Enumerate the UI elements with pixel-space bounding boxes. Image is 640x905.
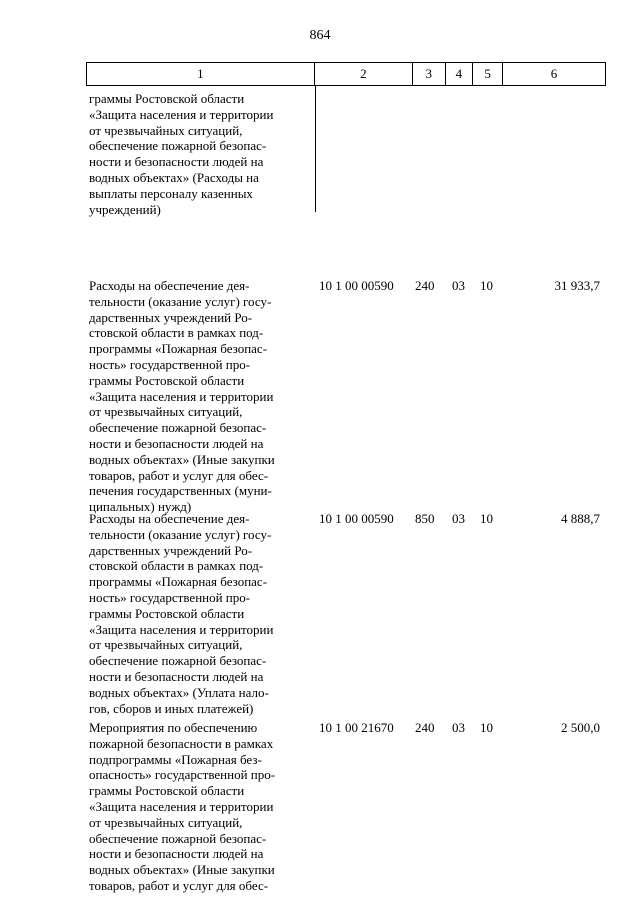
description-line: Расходы на обеспечение дея- (89, 278, 250, 293)
header-col-6: 6 (502, 63, 605, 85)
budget-table (86, 62, 606, 893)
description-line: ципальных) нужд) (89, 499, 192, 515)
description-line: ности и безопасности людей на (89, 846, 264, 862)
description-line: программы «Пожарная безопас- (89, 574, 268, 590)
column-separator (315, 86, 316, 212)
header-col-3: 3 (412, 63, 445, 85)
description-line: опасность» государственной про- (89, 767, 276, 783)
description-line: «Защита населения и территории (89, 388, 274, 404)
description-line: стовской области в рамках под- (89, 325, 264, 341)
description-line: Расходы на обеспечение дея- (89, 511, 250, 526)
description-line: стовской области в рамках под- (89, 558, 264, 574)
description-line: гов, сборов и иных платежей) (89, 700, 254, 716)
description-line: ность» государственной про- (89, 589, 251, 605)
description-line: ности и безопасности людей на (89, 154, 264, 170)
amount-cell: 2 500,0 (561, 720, 600, 735)
program-code-cell: 10 1 00 00590 (319, 511, 394, 526)
description-line: товаров, работ и услуг для обес- (89, 467, 269, 483)
description-line: обеспечение пожарной безопас- (89, 138, 267, 154)
description-line: граммы Ростовской области (89, 372, 245, 388)
description-line: от чрезвычайных ситуаций, (89, 814, 243, 830)
expense-type-cell: 240 (415, 720, 435, 735)
row-description (86, 720, 304, 894)
header-col-1: 1 (197, 66, 204, 81)
table-row-continuation (86, 91, 304, 217)
header-col-2: 2 (314, 63, 412, 85)
row-description (86, 278, 304, 515)
description-line: обеспечение пожарной безопас- (89, 420, 267, 436)
description-line: водных объектах» (Иные закупки (89, 862, 275, 878)
row-values (86, 278, 606, 294)
table-row (86, 511, 600, 716)
amount-cell: 4 888,7 (561, 511, 600, 526)
description-line: водных объектах» (Расходы на (89, 169, 259, 185)
description-line: «Защита населения и территории (89, 621, 274, 637)
description-line: учреждений) (89, 201, 161, 217)
expense-type-cell: 240 (415, 278, 435, 293)
description-line: печения государственных (муни- (89, 483, 272, 499)
description-line: дарственных учреждений Ро- (89, 542, 253, 558)
table-row (86, 720, 600, 894)
description-line: «Защита населения и территории (89, 106, 274, 122)
table-row (86, 278, 600, 515)
description-line: программы «Пожарная безопас- (89, 341, 268, 357)
description-line: граммы Ростовской области (89, 783, 245, 799)
description-line: от чрезвычайных ситуаций, (89, 637, 243, 653)
description-line: от чрезвычайных ситуаций, (89, 122, 243, 138)
subsection-cell: 10 (480, 278, 493, 293)
page-number: 864 (309, 28, 331, 43)
description-line: граммы Ростовской области (89, 91, 245, 106)
program-code-cell: 10 1 00 21670 (319, 720, 394, 735)
row-description (86, 511, 304, 716)
header-col-4: 4 (445, 63, 473, 85)
amount-cell: 31 933,7 (554, 278, 600, 293)
description-line: дарственных учреждений Ро- (89, 309, 253, 325)
description-line: водных объектах» (Иные закупки (89, 451, 275, 467)
subsection-cell: 10 (480, 720, 493, 735)
description-line: обеспечение пожарной безопас- (89, 653, 267, 669)
subsection-cell: 10 (480, 511, 493, 526)
description-line: от чрезвычайных ситуаций, (89, 404, 243, 420)
row-values (86, 720, 606, 736)
section-cell: 03 (452, 278, 465, 293)
section-cell: 03 (452, 511, 465, 526)
description-line: товаров, работ и услуг для обес- (89, 877, 269, 893)
expense-type-cell: 850 (415, 511, 435, 526)
description-line: граммы Ростовской области (89, 605, 245, 621)
header-col-5: 5 (472, 63, 502, 85)
description-line: пожарной безопасности в рамках (89, 735, 274, 751)
section-cell: 03 (452, 720, 465, 735)
program-code-cell: 10 1 00 00590 (319, 278, 394, 293)
table-header-row (86, 62, 606, 86)
description-line: ность» государственной про- (89, 356, 251, 372)
row-values (86, 511, 606, 527)
description-line: обеспечение пожарной безопас- (89, 830, 267, 846)
description-line: выплаты персоналу казенных (89, 185, 253, 201)
description-line: Мероприятия по обеспечению (89, 720, 258, 735)
description-line: тельности (оказание услуг) госу- (89, 526, 272, 542)
row-description (86, 91, 304, 217)
description-line: подпрограммы «Пожарная без- (89, 751, 262, 767)
description-line: ности и безопасности людей на (89, 435, 264, 451)
description-line: водных объектах» (Уплата нало- (89, 684, 269, 700)
description-line: «Защита населения и территории (89, 798, 274, 814)
description-line: тельности (оказание услуг) госу- (89, 293, 272, 309)
description-line: ности и безопасности людей на (89, 668, 264, 684)
